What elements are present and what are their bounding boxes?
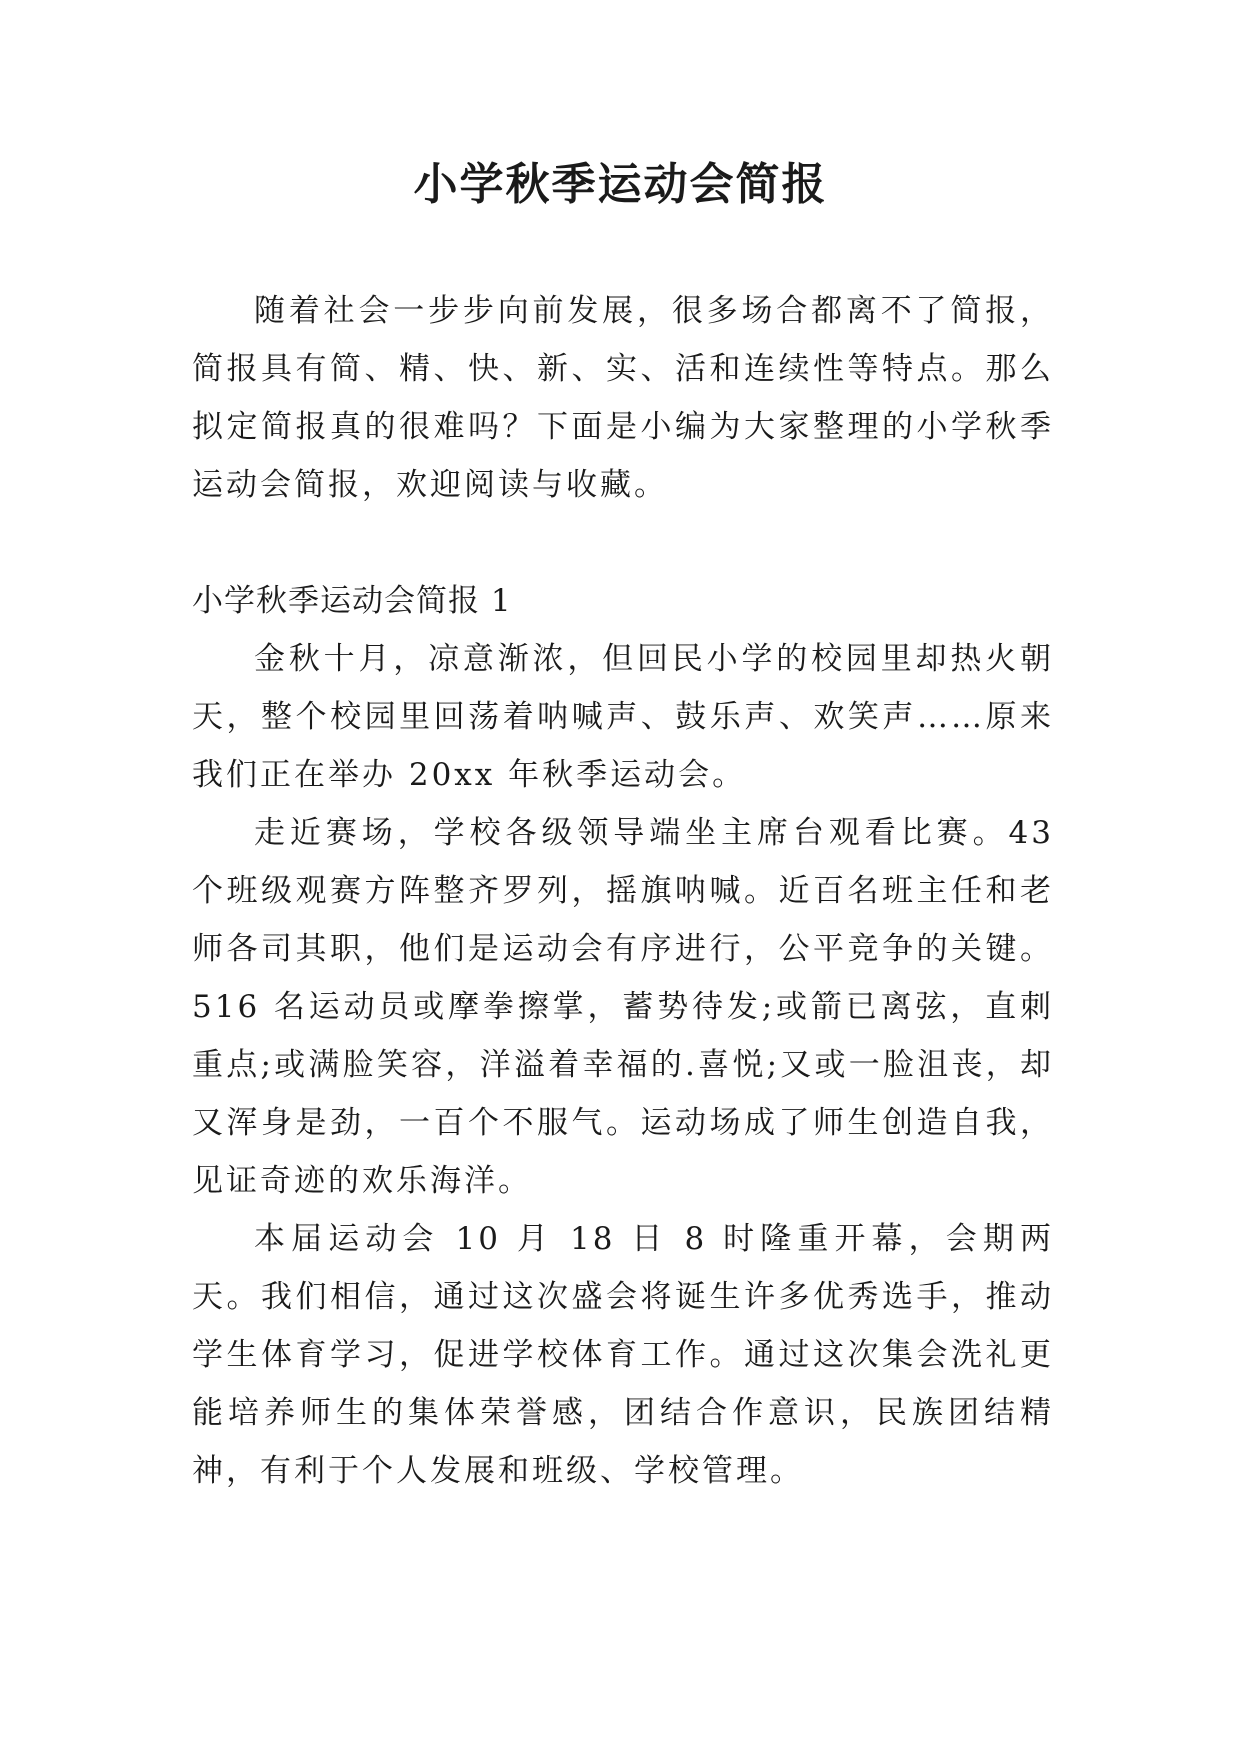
document-title: 小学秋季运动会简报 bbox=[413, 159, 828, 210]
intro-paragraph: 随着社会一步步向前发展，很多场合都离不了简报，简报具有简、精、快、新、实、活和连续性等特点。那么拟定简报真的很难吗？下面是小编为大家整理的小学秋季运动会简报，欢迎阅读与收藏。 bbox=[192, 293, 1054, 503]
body-paragraph-3: 本届运动会 10 月 18 日 8 时隆重开幕，会期两天。我们相信，通过这次盛会将诞生许多优秀选手，推动学生体育学习，促进学校体育工作。通过这次集会洗礼更能培养师生的集体荣誉感，团结合作意识，民族团结精神，有利于个人发展和班级、学校管理。 bbox=[192, 1221, 1054, 1489]
document-body bbox=[192, 282, 1054, 1500]
body-paragraph-2: 走近赛场，学校各级领导端坐主席台观看比赛。43 个班级观赛方阵整齐罗列，摇旗呐喊。近百名班主任和老师各司其职，他们是运动会有序进行，公平竞争的关键。516 名运动员或摩拳擦掌，蓄势待发;或箭已离弦，直刺重点;或满脸笑容，洋溢着幸福的.喜悦;又或一脸沮丧，却又浑身是劲，一百个不服气。运动场成了师生创造自我，见证奇迹的欢乐海洋。 bbox=[192, 815, 1054, 1199]
body-paragraph-1: 金秋十月，凉意渐浓，但回民小学的校园里却热火朝天，整个校园里回荡着呐喊声、鼓乐声、欢笑声……原来我们正在举办 20xx 年秋季运动会。 bbox=[192, 641, 1054, 793]
section-heading: 小学秋季运动会简报 1 bbox=[192, 583, 512, 619]
